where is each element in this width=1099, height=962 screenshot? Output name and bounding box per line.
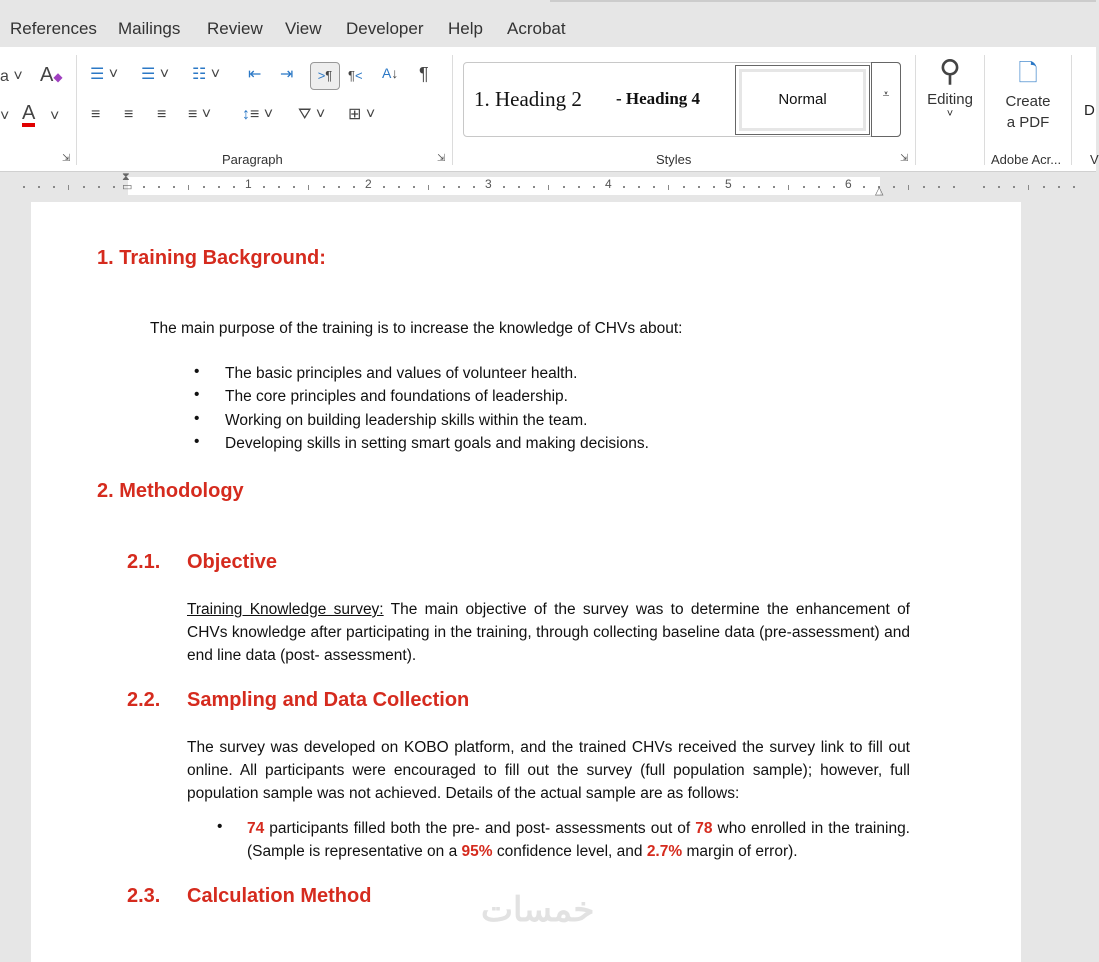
divider — [452, 55, 453, 165]
intro-paragraph: The main purpose of the training is to increase the knowledge of CHVs about: — [150, 320, 683, 337]
ruler-tick — [218, 186, 220, 188]
ruler-tick — [188, 185, 189, 190]
ribbon-button-partial[interactable]: D — [1084, 102, 1095, 119]
ruler-tick — [143, 186, 145, 188]
borders-icon[interactable]: ⊞ ˅ — [348, 106, 376, 123]
justify-icon[interactable]: ≡ ˅ — [188, 106, 212, 123]
style-heading-2[interactable]: 1. Heading 2 — [474, 87, 582, 111]
ruler-number: 6 — [845, 177, 852, 191]
ruler-tick — [653, 186, 655, 188]
ruler-tick — [308, 185, 309, 190]
indent-marker-icon[interactable]: ⧗ ▭ — [122, 171, 133, 193]
paragraph-group-label: Paragraph — [222, 152, 283, 167]
bullets-icon[interactable]: ☰ ˅ — [90, 66, 119, 83]
tab-review[interactable]: Review — [207, 19, 263, 38]
ruler-tick — [983, 186, 985, 188]
multilevel-list-icon[interactable]: ☷ ˅ — [192, 66, 221, 83]
group-label-partial: V — [1090, 152, 1099, 167]
sample-text: who enrolled in the training. (Sample is representative on a — [247, 820, 910, 860]
ruler-tick — [758, 186, 760, 188]
divider — [1071, 55, 1072, 165]
ruler-tick — [203, 186, 205, 188]
heading-number: 2.1. — [127, 551, 161, 573]
dialog-launcher-icon[interactable]: ⇲ — [437, 153, 446, 164]
ruler-tick — [788, 185, 789, 190]
ruler-tick — [293, 186, 295, 188]
line-spacing-icon[interactable]: ↕≡ ˅ — [242, 106, 274, 123]
dialog-launcher-icon[interactable]: ⇲ — [62, 153, 71, 164]
ruler-tick — [1013, 186, 1015, 188]
ribbon-tabs — [0, 0, 1096, 47]
tab-references[interactable]: References — [10, 19, 97, 38]
sample-text: confidence level, and — [492, 843, 647, 860]
ruler-tick — [173, 186, 175, 188]
ruler-tick — [443, 186, 445, 188]
ruler-tick — [623, 186, 625, 188]
search-icon: ⚲ — [939, 55, 961, 88]
font-color-icon[interactable]: A — [22, 103, 35, 127]
ruler-tick — [833, 186, 835, 188]
ruler-tick — [158, 186, 160, 188]
create-pdf-label-1: Create — [1005, 93, 1051, 110]
list-item: Developing skills in setting smart goals and making decisions. — [225, 434, 649, 452]
clear-formatting-icon[interactable]: A◆ — [40, 64, 63, 86]
sort-icon[interactable]: A↓ — [382, 65, 399, 81]
ruler-number: 3 — [485, 177, 492, 191]
bullet-icon: • — [194, 432, 200, 450]
styles-gallery — [463, 62, 901, 137]
bullet-icon: • — [194, 409, 200, 427]
ruler-tick — [1028, 185, 1029, 190]
style-normal-label: Normal — [739, 69, 866, 131]
ruler-tick — [743, 186, 745, 188]
ruler-tick — [548, 185, 549, 190]
align-right-icon[interactable]: ≡ — [157, 106, 167, 123]
ruler-tick — [353, 186, 355, 188]
ruler-tick — [428, 185, 429, 190]
editing-label: Editing — [927, 91, 973, 108]
ruler-tick — [638, 186, 640, 188]
bullet-icon: • — [217, 818, 223, 835]
ruler-tick — [383, 186, 385, 188]
chevron-down-icon: ˅ — [946, 108, 954, 120]
horizontal-ruler[interactable] — [0, 172, 1096, 200]
ruler-tick — [398, 186, 400, 188]
ruler-tick — [323, 186, 325, 188]
tab-acrobat[interactable]: Acrobat — [507, 19, 566, 38]
heading-number: 2.3. — [127, 885, 161, 907]
ruler-tick — [893, 186, 895, 188]
ruler-tick — [863, 186, 865, 188]
ltr-direction-icon[interactable]: >¶ — [310, 62, 340, 90]
heading-calculation-method: Calculation Method — [187, 885, 372, 907]
align-left-icon[interactable]: ≡ — [91, 106, 101, 123]
ruler-tick — [563, 186, 565, 188]
list-item: The core principles and foundations of leadership. — [225, 388, 568, 406]
objective-paragraph — [187, 598, 910, 667]
document-page[interactable] — [31, 202, 1021, 962]
font-name-dropdown[interactable]: a ˅ — [0, 68, 23, 85]
numbering-icon[interactable]: ☰ ˅ — [141, 66, 170, 83]
ruler-tick — [698, 186, 700, 188]
shading-icon[interactable]: ⛛ ˅ — [298, 106, 326, 123]
ruler-tick — [23, 186, 25, 188]
rtl-direction-icon[interactable]: ¶< — [348, 68, 363, 83]
bullet-icon: • — [194, 363, 200, 380]
tab-developer[interactable]: Developer — [346, 19, 424, 38]
ruler-tick — [53, 186, 55, 188]
styles-more-button[interactable]: ⩡ — [871, 62, 901, 137]
ruler-tick — [1058, 186, 1060, 188]
ruler-number: 2 — [365, 177, 372, 191]
editing-button[interactable] — [920, 53, 980, 143]
dialog-launcher-icon[interactable]: ⇲ — [900, 153, 909, 164]
ruler-tick — [68, 185, 69, 190]
ruler-tick — [83, 186, 85, 188]
sample-text: participants filled both the pre- and post- assessments out of — [264, 820, 696, 837]
heading-sampling: Sampling and Data Collection — [187, 689, 470, 711]
participants-count: 74 — [247, 820, 265, 837]
ruler-tick — [458, 186, 460, 188]
ruler-number: 1 — [245, 177, 252, 191]
ribbon — [0, 47, 1099, 172]
styles-group-label: Styles — [656, 152, 692, 167]
ruler-tick — [533, 186, 535, 188]
ruler-tick — [668, 185, 669, 190]
list-item: Working on building leadership skills within the team. — [225, 411, 588, 429]
sampling-paragraph: The survey was developed on KOBO platform, and the trained CHVs received the survey link to fill out online. All participants were encouraged to fill out the survey (full population sample); however, full population sample was not achieved. Details of the actual sample are as follows: — [187, 739, 910, 802]
divider — [915, 55, 916, 165]
ruler-tick — [818, 186, 820, 188]
ruler-tick — [413, 186, 415, 188]
ruler-tick — [938, 186, 940, 188]
ruler-tick — [683, 186, 685, 188]
ruler-tick — [1073, 186, 1075, 188]
heading-methodology: 2. Methodology — [97, 480, 244, 502]
ruler-tick — [38, 186, 40, 188]
decrease-indent-icon[interactable]: ⇤ — [248, 66, 262, 83]
bullet-icon: • — [194, 386, 200, 404]
adobe-group-label: Adobe Acr... — [991, 152, 1062, 167]
confidence-level: 95% — [461, 843, 493, 860]
ruler-tick — [773, 186, 775, 188]
ruler-tick — [953, 186, 955, 188]
title-bar-edge — [550, 0, 1096, 2]
tab-view[interactable]: View — [285, 19, 322, 38]
list-item: The basic principles and values of volunteer health. — [225, 365, 578, 382]
ruler-tick — [98, 186, 100, 188]
chevron-down-icon[interactable]: ˅ — [50, 108, 60, 125]
survey-label: Training Knowledge survey: — [187, 601, 384, 618]
chevron-down-icon[interactable]: ˅ — [0, 108, 10, 125]
ruler-tick — [473, 186, 475, 188]
ruler-tick — [263, 186, 265, 188]
ruler-tick — [578, 186, 580, 188]
create-pdf-button[interactable] — [992, 57, 1064, 142]
heading-number: 2.2. — [127, 689, 161, 711]
pdf-link-icon: 🗋 — [1018, 60, 1038, 87]
ruler-tick — [803, 186, 805, 188]
enrolled-count: 78 — [695, 820, 713, 837]
sample-bullet — [247, 817, 910, 863]
ruler-tick — [593, 186, 595, 188]
heading-training-background: 1. Training Background: — [97, 247, 326, 269]
divider — [76, 55, 77, 165]
tab-mailings[interactable]: Mailings — [118, 19, 181, 38]
ruler-tick — [518, 186, 520, 188]
style-heading-4[interactable]: - Heading 4 — [616, 89, 701, 108]
ruler-tick — [113, 186, 115, 188]
align-center-icon[interactable]: ≡ — [124, 106, 134, 123]
font-name-partial: a — [0, 68, 9, 85]
margin-of-error: 2.7% — [646, 843, 683, 860]
sample-text: margin of error). — [682, 843, 798, 860]
ruler-tick — [1043, 186, 1045, 188]
ruler-tick — [278, 186, 280, 188]
create-pdf-label-2: a PDF — [1006, 114, 1050, 131]
increase-indent-icon[interactable]: ⇥ — [280, 66, 294, 83]
ruler-tick — [713, 186, 715, 188]
ruler-number: 5 — [725, 177, 732, 191]
ruler-tick — [233, 186, 235, 188]
ruler-tick — [998, 186, 1000, 188]
ruler-tick — [908, 185, 909, 190]
ruler-tick — [923, 186, 925, 188]
show-formatting-icon[interactable]: ¶ — [419, 64, 429, 84]
divider — [984, 55, 985, 165]
style-normal[interactable] — [735, 65, 870, 135]
tab-help[interactable]: Help — [448, 19, 483, 38]
watermark-logo: خمسات — [481, 891, 595, 929]
heading-objective: Objective — [187, 551, 278, 573]
ruler-tick — [503, 186, 505, 188]
right-indent-marker-icon[interactable]: △ — [875, 185, 884, 197]
ruler-number: 4 — [605, 177, 612, 191]
ruler-tick — [338, 186, 340, 188]
objective-text: The main objective of the survey was to determine the enhancement of CHVs knowledge after participating in the training, through collecting baseline data (pre-assessment) and end line data (post- assessment). — [187, 601, 910, 664]
